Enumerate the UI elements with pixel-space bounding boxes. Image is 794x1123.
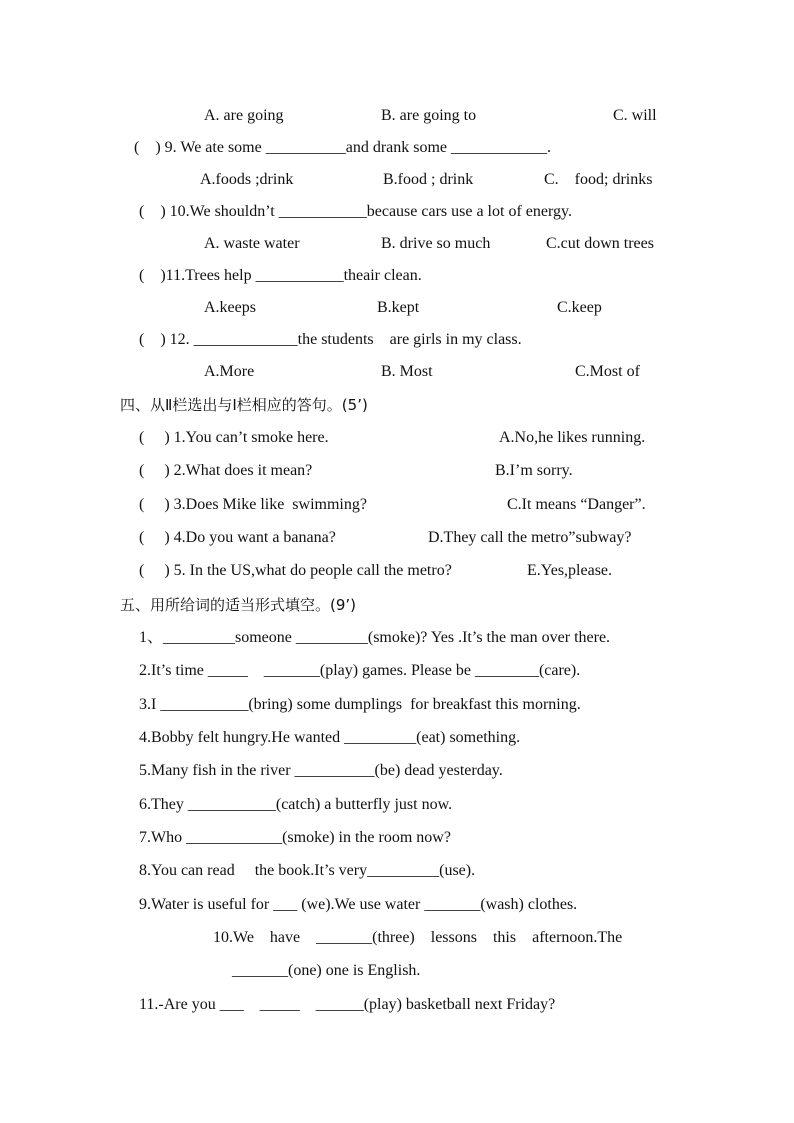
section5-item: 3.I ___________(bring) some dumplings for breakfast this morning.	[139, 696, 581, 713]
q10-option-b: B. drive so much	[381, 235, 491, 252]
section5-item: 6.They ___________(catch) a butterfly just now.	[139, 796, 453, 813]
q11-text: ( )11.Trees help ___________theair clean.	[139, 267, 422, 284]
q11-option-a: A.keeps	[204, 299, 256, 316]
section4-answer: C.It means “Danger”.	[507, 496, 646, 513]
section5-heading: 五、用所给词的适当形式填空。(9’)	[120, 596, 357, 614]
section4-answer: E.Yes,please.	[527, 562, 613, 579]
section5-item: 8.You can read the book.It’s very_________(use).	[139, 862, 476, 879]
q8-option-c: C. will	[613, 107, 657, 124]
section4-question: ( ) 3.Does Mike like swimming?	[139, 496, 367, 513]
section5-item: 2.It’s time _____ _______(play) games. Please be ________(care).	[139, 662, 581, 679]
q8-option-b: B. are going to	[381, 107, 477, 124]
section5-item: 9.Water is useful for ___ (we).We use water _______(wash) clothes.	[139, 896, 578, 913]
section4-question: ( ) 5. In the US,what do people call the metro?	[139, 562, 452, 579]
section5-item: 1、_________someone _________(smoke)? Yes .It’s the man over there.	[139, 629, 611, 646]
q9-text: ( ) 9. We ate some __________and drank some ____________.	[134, 139, 552, 156]
q9-option-b: B.food ; drink	[383, 171, 474, 188]
q9-option-c: C. food; drinks	[544, 171, 653, 188]
q10-option-c: C.cut down trees	[546, 235, 654, 252]
section5-item: 4.Bobby felt hungry.He wanted _________(eat) something.	[139, 729, 521, 746]
section4-answer: D.They call the metro”subway?	[428, 529, 632, 546]
q12-option-b: B. Most	[381, 363, 433, 380]
section5-item: _______(one) one is English.	[232, 962, 421, 979]
section4-question: ( ) 1.You can’t smoke here.	[139, 429, 329, 446]
section4-question: ( ) 4.Do you want a banana?	[139, 529, 336, 546]
q8-option-a: A. are going	[204, 107, 284, 124]
q12-text: ( ) 12. _____________the students are girls in my class.	[139, 331, 522, 348]
q10-option-a: A. waste water	[204, 235, 300, 252]
section4-heading: 四、从Ⅱ栏选出与Ⅰ栏相应的答句。(5’)	[120, 396, 368, 414]
section5-item: 11.-Are you ___ _____ ______(play) basketball next Friday?	[139, 996, 556, 1013]
section4-answer: B.I’m sorry.	[495, 462, 573, 479]
q9-option-a: A.foods ;drink	[200, 171, 294, 188]
section4-question: ( ) 2.What does it mean?	[139, 462, 313, 479]
q12-option-a: A.More	[204, 363, 255, 380]
q11-option-b: B.kept	[377, 299, 420, 316]
q10-text: ( ) 10.We shouldn’t ___________because cars use a lot of energy.	[139, 203, 572, 220]
section5-item: 5.Many fish in the river __________(be) dead yesterday.	[139, 762, 503, 779]
section4-answer: A.No,he likes running.	[499, 429, 646, 446]
section5-item: 7.Who ____________(smoke) in the room now?	[139, 829, 451, 846]
section5-item: 10.We have _______(three) lessons this afternoon.The	[213, 929, 623, 946]
q12-option-c: C.Most of	[575, 363, 640, 380]
q11-option-c: C.keep	[557, 299, 602, 316]
